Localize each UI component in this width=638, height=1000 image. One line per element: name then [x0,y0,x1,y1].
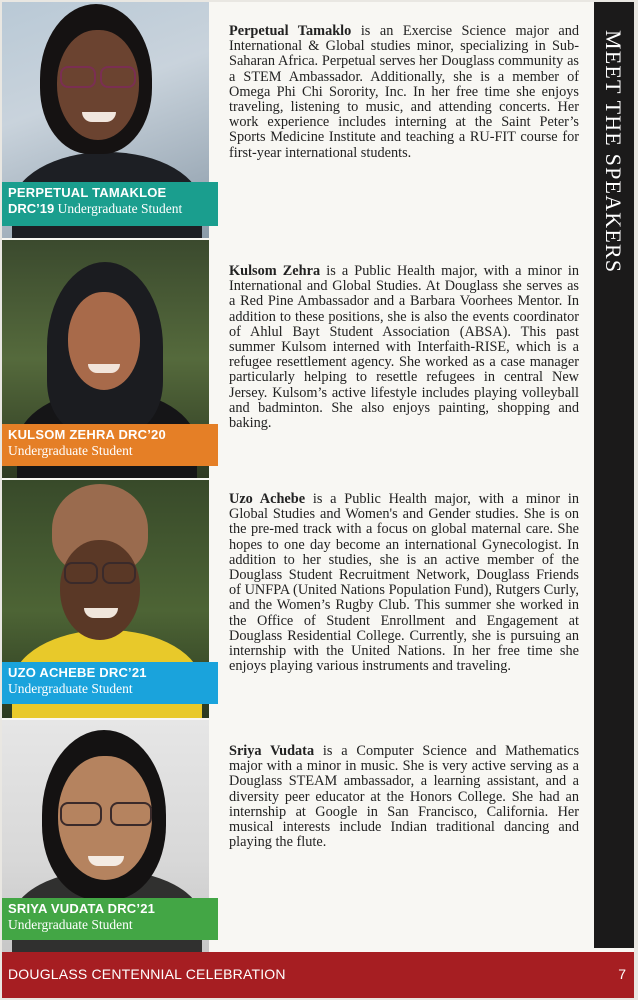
speaker-bio-text: is a Public Health major, with a minor in Global Studies and Women's and Gender studies. She is on the pre-med track with a focus on global maternal care. She hopes to one day become an international Gynecologist. In addition to her studies, she is an active member of the Douglass Student Recruitment Network, Douglass Friends of UNFPA (United Nations Population Fund), Rutgers Curly, and the Women’s Rugby Club. This summer she worked in the Office of Student Enrollment and Engagement at Douglass Residential College. Currently, she is pursuing an internship with the United Nations. In her free time she enjoys playing various instruments and traveling. [229,491,579,675]
speaker-bio-sriya [229,744,579,850]
speaker-bio-name: Perpetual Tamaklo [229,23,352,39]
speaker-label-uzo [2,662,218,704]
side-band [594,2,634,948]
speaker-label-role [8,201,212,217]
speaker-label-name: UZO ACHEBE DRC’21 [8,665,147,680]
speaker-bio-name: Kulsom Zehra [229,263,321,279]
speaker-label-name: KULSOM ZEHRA DRC’20 [8,427,166,442]
speaker-bio-perpetual [229,24,579,161]
brochure-page [2,2,634,998]
speaker-bio-text: is an Exercise Science major and International & Global studies minor, specializing in Sub-Saharan Africa. Perpetual serves her Douglass community as a STEM Ambassador. Additionally, she is a member of Omega Phi Chi Sorority, Inc. In her free time she enjoys traveling, listening to music, and attending concerts. Her work experience includes interning at the Saint Peter’s Sports Medicine Institute and teaching a RU-FIT course for first-year international students. [229,23,580,161]
speaker-bio-kulsom [229,264,579,431]
speaker-role-text: Undergraduate Student [8,917,133,932]
speaker-label-name: PERPETUAL TAMAKLOE [8,185,167,200]
speaker-bio-name: Sriya Vudata [229,743,315,759]
footer-bar [2,952,634,998]
page-number: 7 [618,966,626,982]
speaker-label-name: SRIYA VUDATA DRC’21 [8,901,156,916]
speaker-label-sriya [2,898,218,940]
speaker-label-perpetual [2,182,218,226]
speaker-role-text: Undergraduate Student [8,681,133,696]
speaker-role-text: Undergraduate Student [8,443,133,458]
side-heading [594,2,634,948]
side-heading-text: MEET THE SPEAKERS [601,30,626,274]
speaker-bio-name: Uzo Achebe [229,491,306,507]
speaker-class-year: DRC’19 [8,201,55,216]
footer-title: DOUGLASS CENTENNIAL CELEBRATION [8,966,286,982]
speaker-bio-text: is a Public Health major, with a minor in International and Global Studies. At Douglass she serves as a Red Pine Ambassador and a Barbara Voorhees Mentor. In addition to these positions, she is also the events coordinator of Ahlul Bayt Student Association (ABSA). This past summer Kulsom interned with Interfaith-RISE, which is a refugee resettlement agency. She worked as a case manager particularly helping to resettle refugees in central New Jersey. Kulsom’s active lifestyle includes playing volleyball and badminton. She also enjoys painting, shopping and baking. [229,263,579,432]
speaker-label-kulsom [2,424,218,466]
speaker-bio-text: is a Computer Science and Mathematics major with a minor in music. She is very active serving as a Douglass STEAM ambassador, a learning assistant, and a diversity peer educator at the Honors College. She had an internship at Google in San Francisco, California. Her musical interests include Indian traditional dancing and playing the flute. [229,743,580,851]
speaker-role-text: Undergraduate Student [54,201,183,216]
speaker-bio-uzo [229,492,579,674]
